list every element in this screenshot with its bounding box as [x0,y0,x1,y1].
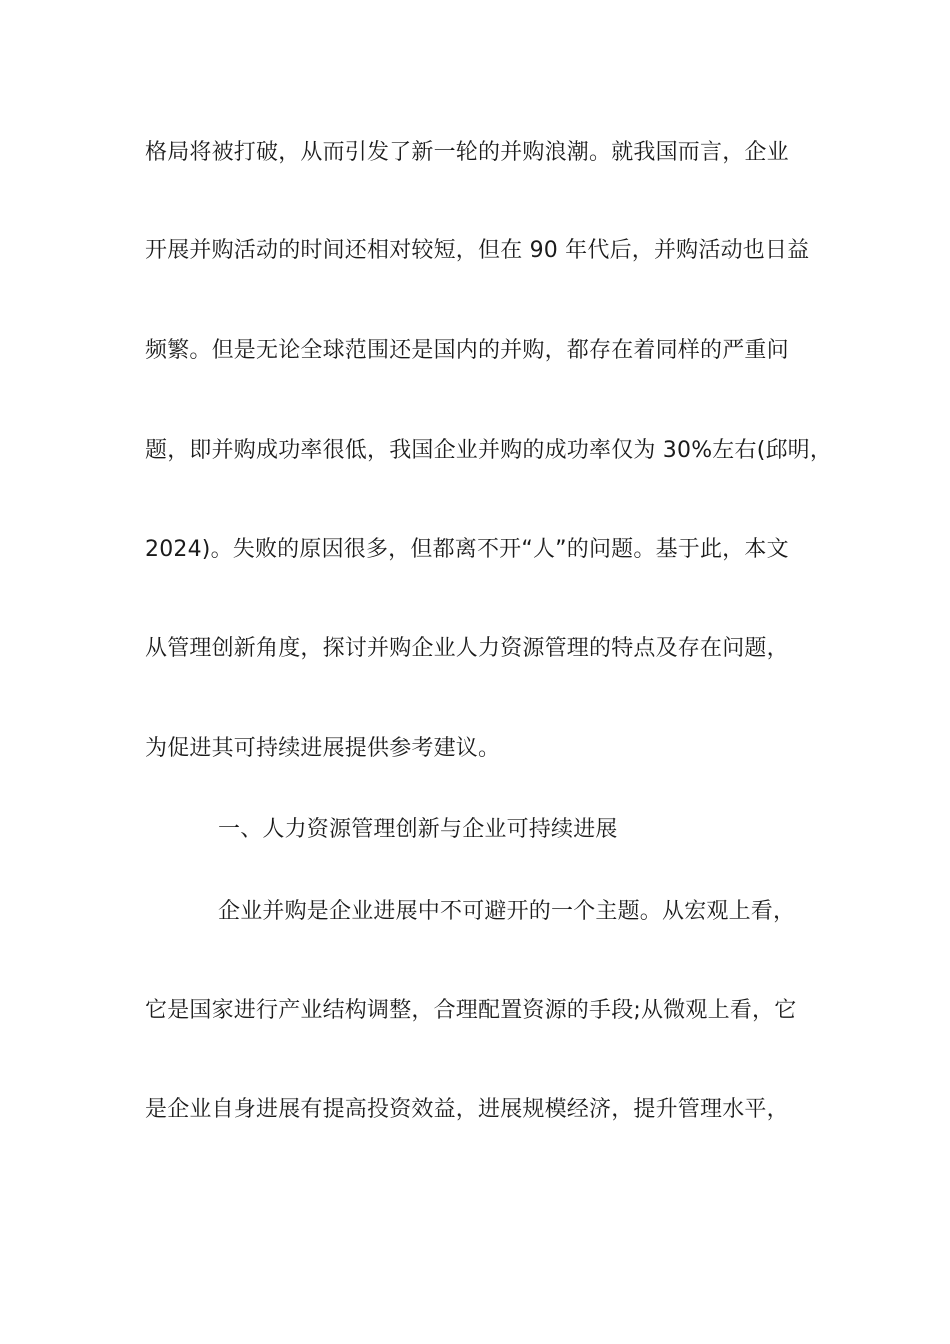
paragraph-line: 是企业自身进展有提高投资效益，进展规模经济，提升管理水平， [145,1097,789,1122]
paragraph-line: 企业并购是企业进展中不可避开的一个主题。从宏观上看， [218,899,796,924]
paragraph-line: 格局将被打破，从而引发了新一轮的并购浪潮。就我国而言，企业 [145,140,789,165]
paragraph-line: 2024)。失败的原因很多，但都离不开“人”的问题。基于此，本文 [145,537,789,562]
paragraph-line: 频繁。但是无论全球范围还是国内的并购，都存在着同样的严重问 [145,338,789,363]
paragraph-line: 题，即并购成功率很低，我国企业并购的成功率仅为 30%左右(邱明， [145,438,833,463]
paragraph-line: 开展并购活动的时间还相对较短，但在 90 年代后，并购活动也日益 [145,238,810,263]
section-heading: 一、人力资源管理创新与企业可持续进展 [218,817,618,842]
paragraph-line: 为促进其可持续进展提供参考建议。 [145,736,501,761]
paragraph-line: 它是国家进行产业结构调整，合理配置资源的手段;从微观上看，它 [145,998,797,1023]
paragraph-line: 从管理创新角度，探讨并购企业人力资源管理的特点及存在问题， [145,636,789,661]
